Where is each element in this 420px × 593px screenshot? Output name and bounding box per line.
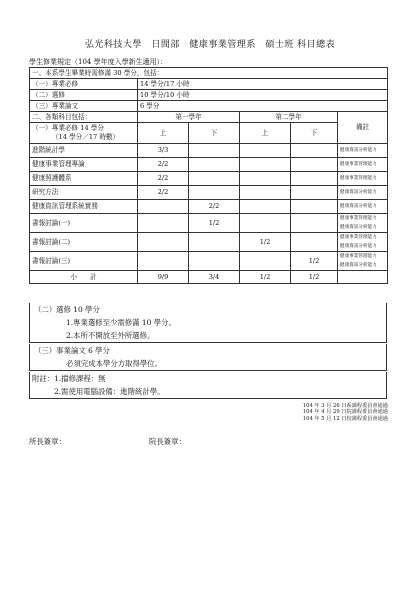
dean-signature: 院長簽章： [149, 437, 186, 446]
table-row [30, 200, 388, 214]
course-y1-up [138, 200, 189, 214]
requirement-row [30, 90, 388, 101]
table-row [30, 144, 388, 158]
subtotal-y1-down: 3/4 [189, 271, 240, 284]
requirement-row [30, 101, 388, 112]
elective-section [29, 303, 387, 343]
course-header: 二、各類科目包括： [30, 112, 138, 123]
course-remark [338, 200, 388, 214]
course-name: 研究方法 [30, 186, 138, 200]
table-row [30, 172, 388, 186]
thesis-section [29, 344, 387, 371]
remark-line: 健康事業管理能力 [340, 176, 377, 181]
course-y2-up [240, 144, 291, 158]
course-remark [338, 158, 388, 172]
remark-line: 健康資訊分析能力 [340, 263, 377, 268]
course-y2-down [291, 186, 338, 200]
year2-header: 第二學年 [240, 112, 338, 123]
requirement-label: （三）專業論文 [30, 101, 138, 112]
semester-header-row [30, 123, 388, 144]
remark-line: 健康事業管理能力 [340, 162, 377, 167]
subtotal-y1-up: 9/9 [138, 271, 189, 284]
course-name: 健康資訊管理系統實務 [30, 200, 138, 214]
course-y1-up: 3/3 [138, 144, 189, 158]
course-y2-down [291, 214, 338, 233]
course-y2-down [291, 144, 338, 158]
course-remark [338, 186, 388, 200]
course-name: 健康事業管理專論 [30, 158, 138, 172]
requirement-label: （二）選修 [30, 90, 138, 101]
approval-line: 104 年 4 月 29 日院課程委員會通過 [302, 409, 388, 416]
course-remark [338, 144, 388, 158]
regulation-note: 學生修業規定（104 學年度入學新生適用）： [29, 58, 168, 66]
subtotal-y2-up: 1/2 [240, 271, 291, 284]
approval-notes [303, 403, 388, 422]
appendix-line-2: 2.需使用電腦設備：進階統計學。 [54, 387, 165, 396]
required-title: （一）專業必修 14 學分 [32, 124, 104, 132]
course-y2-down: 1/2 [291, 252, 338, 271]
course-y2-up [240, 186, 291, 200]
director-signature: 所長簽章： [29, 437, 66, 446]
course-y1-down: 2/2 [189, 200, 240, 214]
remark-header: 備註 [338, 112, 388, 144]
course-y2-down [291, 233, 338, 252]
course-name: 書報討論(三) [30, 252, 138, 271]
requirement-label: （一）專業必修 [30, 79, 138, 90]
table-row [30, 186, 388, 200]
course-name: 書報討論(二) [30, 233, 138, 252]
approval-line: 104 年 5 月 12 日校課程委員會通過 [302, 415, 388, 422]
course-y1-down [189, 233, 240, 252]
subtotal-row [30, 271, 388, 284]
course-y2-down [291, 200, 338, 214]
course-y2-up [240, 214, 291, 233]
course-y2-down [291, 172, 338, 186]
remark-line: 健康事業管理能力 [340, 216, 377, 221]
course-y2-down [291, 158, 338, 172]
course-y1-up [138, 233, 189, 252]
remark-line: 健康資訊分析能力 [340, 244, 377, 249]
requirement-value: 14 學分/17 小時 [138, 79, 388, 90]
requirement-row [30, 79, 388, 90]
course-name: 書報討論(一) [30, 214, 138, 233]
requirement-header-row [30, 68, 388, 79]
course-y1-up: 2/2 [138, 186, 189, 200]
table-row [30, 158, 388, 172]
approval-line: 104 年 3 月 26 日系課程委員會通過 [302, 403, 388, 409]
required-title-cell [30, 123, 138, 144]
table-row [30, 233, 388, 252]
elective-rule-2: 2.本所不開放至外所選修。 [66, 331, 155, 340]
course-y2-up [240, 252, 291, 271]
course-name: 進階統計學 [30, 144, 138, 158]
course-y2-up [240, 158, 291, 172]
elective-rule-1: 1.專業選修至少需修滿 10 學分。 [66, 318, 176, 327]
required-subtitle: （14 學分／17 時數） [52, 133, 120, 141]
remark-line: 健康事業管理能力 [340, 235, 377, 240]
course-y1-down [189, 144, 240, 158]
subtotal-y2-down: 1/2 [291, 271, 338, 284]
remark-line: 健康資訊分析能力 [340, 190, 377, 195]
document-title: 弘光科技大學 日間部 健康事業管理系 碩士班 科目總表 [84, 40, 336, 50]
year1-header: 第一學年 [138, 112, 240, 123]
appendix-line-1: 附註：1.擋修課程：無 [32, 374, 106, 383]
semester-up: 上 [240, 123, 291, 144]
course-y2-up: 1/2 [240, 233, 291, 252]
remark-line: 健康資訊分析能力 [340, 204, 377, 209]
remark-line: 健康資訊分析能力 [340, 148, 377, 153]
course-y1-up: 2/2 [138, 172, 189, 186]
course-y1-down [189, 186, 240, 200]
course-y1-up [138, 214, 189, 233]
subtotal-label: 小 計 [30, 271, 138, 284]
course-remark [338, 252, 388, 271]
requirement-header: 一、本系學生畢業時需修滿 30 學分，包括： [30, 68, 388, 79]
semester-down: 下 [189, 123, 240, 144]
course-y1-down: 1/2 [189, 214, 240, 233]
course-header-row [30, 112, 388, 123]
table-row [30, 214, 388, 233]
course-remark [338, 233, 388, 252]
requirement-value: 6 學分 [138, 101, 388, 112]
remark-line: 健康資訊分析能力 [340, 225, 377, 230]
course-remark [338, 172, 388, 186]
semester-down: 下 [291, 123, 338, 144]
thesis-title: （三）事業論文 6 學分 [34, 346, 110, 355]
remark-line: 健康事業管理能力 [340, 254, 377, 259]
course-y1-up: 2/2 [138, 158, 189, 172]
requirement-value: 10 學分/10 小時 [138, 90, 388, 101]
elective-title: （二）選修 10 學分 [34, 305, 100, 314]
course-y1-down [189, 172, 240, 186]
course-y1-down [189, 158, 240, 172]
thesis-rule: 必須完成本學分方取得學位。 [66, 359, 163, 368]
table-row [30, 252, 388, 271]
course-remark [338, 214, 388, 233]
appendix-section [29, 372, 387, 399]
course-y2-up [240, 200, 291, 214]
subtotal-remark [338, 271, 388, 284]
course-y1-down [189, 252, 240, 271]
course-table [29, 67, 388, 284]
course-y2-up [240, 172, 291, 186]
course-name: 健康照護體系 [30, 172, 138, 186]
semester-up: 上 [138, 123, 189, 144]
course-y1-up [138, 252, 189, 271]
